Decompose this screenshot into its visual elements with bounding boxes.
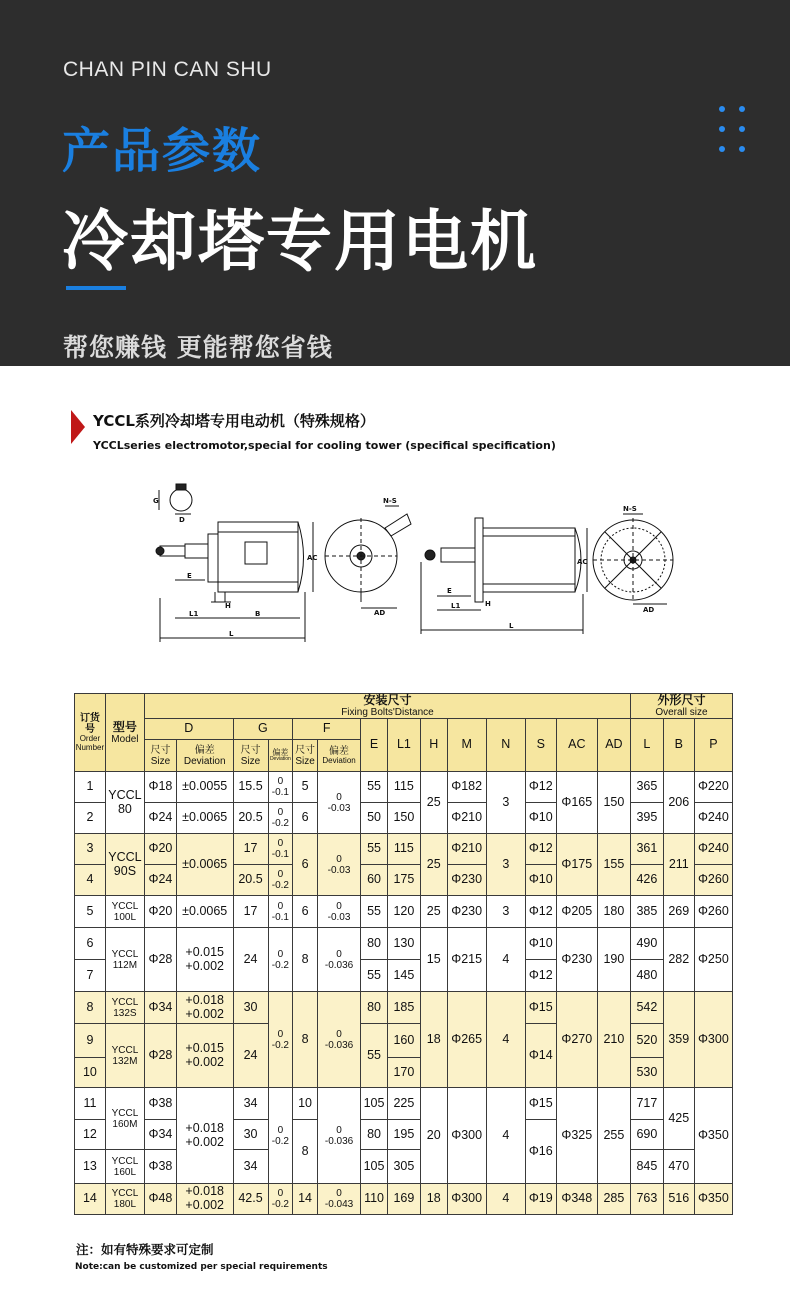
drawing-label-e-right: E [447,587,452,595]
header-l: L [630,719,663,772]
header-e: E [361,719,388,772]
table-cell: Φ24 [144,803,176,834]
table-cell: 160 [387,1024,420,1058]
header-label: Size [240,755,261,767]
table-cell: 105 [361,1150,388,1184]
table-cell: Φ230 [447,896,486,928]
header-slogan: 帮您赚钱 更能帮您省钱 [63,333,333,362]
table-cell: 42.5 [233,1184,268,1215]
table-cell: 3 [486,896,525,928]
table-cell: Φ34 [144,1120,176,1150]
table-cell: 6 [293,803,318,834]
table-cell: 530 [630,1058,663,1088]
drawing-label-ad-left: AD [374,609,386,617]
header-accent-bar [66,286,126,290]
table-cell: 55 [361,896,388,928]
table-cell: Φ18 [144,772,176,803]
table-cell: 4 [486,1088,525,1184]
table-row [75,1024,733,1058]
drawing-label-l1-left: L1 [189,610,199,618]
header-banner [0,0,790,366]
table-cell: 282 [663,928,694,992]
table-cell: Φ270 [556,992,597,1088]
table-cell: 155 [597,834,630,896]
table-cell: 24 [233,928,268,992]
header-order [75,694,106,772]
header-label: 偏差 [329,745,350,757]
table-cell: 115 [387,834,420,865]
table-cell: 0 -0.03 [317,772,360,834]
table-cell: Φ20 [144,834,176,865]
table-cell: Φ15 [525,992,556,1024]
table-cell: Φ240 [694,803,732,834]
table-cell: 211 [663,834,694,896]
table-cell: Φ34 [144,992,176,1024]
spec-table-wrapper [74,693,733,1215]
table-cell: 690 [630,1120,663,1150]
table-cell: 169 [387,1184,420,1215]
header-title-main: 冷却塔专用电机 [62,203,538,280]
header-g-size [233,740,268,772]
table-cell: 130 [387,928,420,960]
table-cell: Φ300 [694,992,732,1088]
table-cell: 470 [663,1150,694,1184]
table-cell: 0 -0.036 [317,992,360,1088]
table-cell: 80 [361,992,388,1024]
table-cell: Φ230 [447,865,486,896]
table-cell: Φ15 [525,1088,556,1120]
table-cell: 14 [75,1184,106,1215]
table-cell: ±0.0055 [176,772,233,803]
table-cell: 55 [361,772,388,803]
table-cell: Φ260 [694,896,732,928]
table-cell: 0 -0.2 [268,1184,293,1215]
table-cell: Φ348 [556,1184,597,1215]
table-cell: 80 [361,1120,388,1150]
table-cell: 80 [361,928,388,960]
table-cell: 15 [420,928,447,992]
header-label: Size [295,755,315,767]
table-cell: Φ220 [694,772,732,803]
table-cell: 0 -0.036 [317,1088,360,1184]
table-cell: 20.5 [233,865,268,896]
table-cell: 30 [233,992,268,1024]
table-row [75,1120,733,1150]
table-cell: Φ350 [694,1184,732,1215]
table-cell: Φ28 [144,1024,176,1088]
table-cell: 190 [597,928,630,992]
table-cell: 55 [361,834,388,865]
drawing-label-l-left: L [229,630,234,638]
table-cell: 18 [420,992,447,1088]
table-cell: 11 [75,1088,106,1120]
table-cell: 3 [486,772,525,834]
table-cell: 25 [420,834,447,896]
table-cell: 6 [293,834,318,896]
table-cell: 55 [361,960,388,992]
table-cell: Φ19 [525,1184,556,1215]
table-row [75,896,733,928]
table-cell: Φ16 [525,1120,556,1184]
header-label: Size [150,755,171,767]
table-cell: 0 -0.2 [268,928,293,992]
header-label: 偏差 [272,747,289,757]
table-cell: 4 [486,1184,525,1215]
table-cell: 395 [630,803,663,834]
drawing-label-l-right: L [509,622,514,630]
drawing-label-ns-right: N-S [623,505,637,513]
table-cell: Φ10 [525,928,556,960]
table-cell: Φ12 [525,960,556,992]
table-cell: 0 -0.043 [317,1184,360,1215]
header-pinyin: CHAN PIN CAN SHU [63,58,272,81]
table-cell: 20.5 [233,803,268,834]
header-overall [630,694,732,719]
table-cell: 3 [75,834,106,865]
table-cell: 0 -0.1 [268,896,293,928]
model-cell: YCCL 80 [105,772,144,834]
header-order-cn: 订货号 [79,712,100,735]
table-cell: 361 [630,834,663,865]
table-cell: +0.018 +0.002 [176,1088,233,1184]
table-cell: 12 [75,1120,106,1150]
table-row [75,834,733,865]
table-cell: 25 [420,772,447,834]
table-cell: Φ205 [556,896,597,928]
table-cell: 180 [597,896,630,928]
table-row [75,803,733,834]
table-cell: 15.5 [233,772,268,803]
note-cn: 注：如有特殊要求可定制 [76,1242,214,1257]
note-en: Note:can be customized per special requirements [75,1262,328,1272]
header-g-dev [268,740,293,772]
table-row [75,1088,733,1120]
model-cell: YCCL 180L [105,1184,144,1215]
table-cell: Φ210 [447,803,486,834]
table-cell: Φ350 [694,1088,732,1184]
table-cell: 255 [597,1088,630,1184]
table-cell: Φ230 [556,928,597,992]
header-label: 尺寸 [240,744,261,756]
header-install-cn: 安装尺寸 [363,693,412,707]
table-cell: 0 -0.2 [268,865,293,896]
motor-dimension-drawing [145,478,700,653]
table-cell: Φ175 [556,834,597,896]
table-cell: Φ38 [144,1088,176,1120]
table-row [75,928,733,960]
header-p: P [694,719,732,772]
table-cell: 210 [597,992,630,1088]
table-cell: 7 [75,960,106,992]
table-cell: 305 [387,1150,420,1184]
spec-table [74,693,733,1215]
table-cell: +0.015 +0.002 [176,928,233,992]
table-cell: +0.015 +0.002 [176,1024,233,1088]
header-label: Deviation [183,755,226,767]
table-cell: 845 [630,1150,663,1184]
table-cell: 105 [361,1088,388,1120]
table-cell: 225 [387,1088,420,1120]
table-cell: Φ12 [525,772,556,803]
model-cell: YCCL 132S [105,992,144,1024]
table-cell: 763 [630,1184,663,1215]
header-model-en: Model [111,733,139,745]
table-cell: Φ12 [525,896,556,928]
table-cell: Φ210 [447,834,486,865]
header-d: D [144,719,233,740]
header-l1: L1 [387,719,420,772]
table-cell: 25 [420,896,447,928]
table-cell: 185 [387,992,420,1024]
drawing-label-ac-left: AC [307,554,318,562]
table-cell: Φ300 [447,1088,486,1184]
drawing-label-ns-left: N-S [383,497,397,505]
table-cell: 20 [420,1088,447,1184]
spec-title-cn: YCCL系列冷却塔专用电动机（特殊规格） [93,412,375,430]
table-cell: Φ182 [447,772,486,803]
table-cell: 3 [486,834,525,896]
model-cell: YCCL 160M [105,1088,144,1150]
header-b: B [663,719,694,772]
table-cell: 4 [75,865,106,896]
table-cell: 18 [420,1184,447,1215]
table-cell: 269 [663,896,694,928]
header-f: F [293,719,361,740]
table-cell: ±0.0065 [176,896,233,928]
header-overall-cn: 外形尺寸 [657,693,706,707]
table-cell: Φ165 [556,772,597,834]
table-cell: 24 [233,1024,268,1088]
table-cell: 9 [75,1024,106,1058]
table-cell: 150 [597,772,630,834]
table-cell: 0 -0.1 [268,772,293,803]
table-cell: Φ14 [525,1024,556,1088]
table-cell: 0 -0.1 [268,834,293,865]
table-cell: 516 [663,1184,694,1215]
table-cell: 425 [663,1088,694,1150]
model-cell: YCCL 112M [105,928,144,992]
table-cell: 5 [75,896,106,928]
table-cell: ±0.0065 [176,834,233,896]
table-cell: 17 [233,834,268,865]
table-cell: 8 [293,1120,318,1184]
table-cell: 426 [630,865,663,896]
table-cell: 0 -0.03 [317,834,360,896]
table-cell: 145 [387,960,420,992]
table-cell: 34 [233,1088,268,1120]
table-row [75,992,733,1024]
table-cell: ±0.0065 [176,803,233,834]
table-cell: Φ260 [694,865,732,896]
table-cell: 0 -0.036 [317,928,360,992]
table-cell: 6 [75,928,106,960]
table-cell: 17 [233,896,268,928]
table-cell: 14 [293,1184,318,1215]
header-model [105,694,144,772]
header-s: S [525,719,556,772]
drawing-label-l1-right: L1 [451,602,461,610]
header-f-dev [317,740,360,772]
table-cell: 0 -0.2 [268,803,293,834]
table-cell: 170 [387,1058,420,1088]
table-cell: 4 [486,992,525,1088]
table-cell: 8 [293,928,318,992]
table-cell: 0 -0.2 [268,1088,293,1184]
header-install [144,694,630,719]
table-cell: 0 -0.03 [317,896,360,928]
table-cell: 55 [361,1024,388,1088]
table-cell: 175 [387,865,420,896]
drawing-label-ad-right: AD [643,606,655,614]
decorative-dots-icon [717,104,747,154]
table-cell: Φ10 [525,865,556,896]
table-cell: 2 [75,803,106,834]
header-g: G [233,719,293,740]
header-m: M [447,719,486,772]
header-overall-en: Overall size [655,707,708,719]
table-cell: 542 [630,992,663,1024]
table-cell: 50 [361,803,388,834]
drawing-label-ac-right: AC [577,558,588,566]
table-cell: 10 [75,1058,106,1088]
table-cell: 490 [630,928,663,960]
model-cell: YCCL 100L [105,896,144,928]
header-d-size [144,740,176,772]
table-cell: Φ12 [525,834,556,865]
table-cell: 285 [597,1184,630,1215]
table-cell: Φ24 [144,865,176,896]
table-cell: 34 [233,1150,268,1184]
table-cell: 4 [486,928,525,992]
table-cell: 359 [663,992,694,1088]
header-label: 尺寸 [150,744,171,756]
drawing-label-g: G [153,497,159,505]
header-install-en: Fixing Bolts'Distance [341,707,434,719]
table-row [75,1150,733,1184]
table-cell: 1 [75,772,106,803]
triangle-marker-icon [71,410,85,444]
table-cell: 8 [293,992,318,1088]
table-cell: 195 [387,1120,420,1150]
header-label: Deviation [322,755,356,765]
table-cell: 5 [293,772,318,803]
table-cell: 120 [387,896,420,928]
table-cell: Φ20 [144,896,176,928]
table-cell: 60 [361,865,388,896]
table-cell: 10 [293,1088,318,1120]
table-cell: 13 [75,1150,106,1184]
table-cell: 6 [293,896,318,928]
spec-title-en: YCCLseries electromotor,special for cooling tower (specifical specification) [93,439,556,452]
table-row [75,865,733,896]
header-n: N [486,719,525,772]
table-cell: 150 [387,803,420,834]
table-cell: 717 [630,1088,663,1120]
table-cell: 115 [387,772,420,803]
table-row [75,772,733,803]
drawing-label-h-right: H [485,600,491,608]
header-h: H [420,719,447,772]
table-cell: +0.018 +0.002 [176,1184,233,1215]
drawing-label-e-left: E [187,572,192,580]
table-cell: Φ48 [144,1184,176,1215]
model-cell: YCCL 132M [105,1024,144,1088]
table-cell: 385 [630,896,663,928]
table-cell: Φ28 [144,928,176,992]
header-model-cn: 型号 [112,719,137,734]
table-cell: Φ325 [556,1088,597,1184]
header-label: Deviation [269,756,291,763]
model-cell: YCCL 160L [105,1150,144,1184]
table-cell: 30 [233,1120,268,1150]
table-cell: Φ300 [447,1184,486,1215]
header-label: 偏差 [194,744,215,756]
table-cell: 8 [75,992,106,1024]
table-cell: 480 [630,960,663,992]
table-cell: 110 [361,1184,388,1215]
table-cell: Φ265 [447,992,486,1088]
drawing-label-b-left: B [255,610,261,618]
header-f-size [293,740,318,772]
table-cell: Φ38 [144,1150,176,1184]
drawing-label-h-left: H [225,602,231,610]
table-cell: 365 [630,772,663,803]
table-cell: Φ240 [694,834,732,865]
header-order-en: Order Number [75,733,105,752]
table-cell: 0 -0.2 [268,992,293,1088]
table-cell: 520 [630,1024,663,1058]
model-cell: YCCL 90S [105,834,144,896]
drawing-label-d: D [179,516,185,524]
table-cell: Φ215 [447,928,486,992]
header-ad: AD [597,719,630,772]
table-cell: Φ10 [525,803,556,834]
header-title-blue: 产品参数 [62,123,263,179]
header-label: 尺寸 [295,744,316,756]
header-d-dev [176,740,233,772]
table-cell: Φ250 [694,928,732,992]
table-cell: +0.018 +0.002 [176,992,233,1024]
table-row [75,1184,733,1215]
table-cell: 206 [663,772,694,834]
header-ac: AC [556,719,597,772]
